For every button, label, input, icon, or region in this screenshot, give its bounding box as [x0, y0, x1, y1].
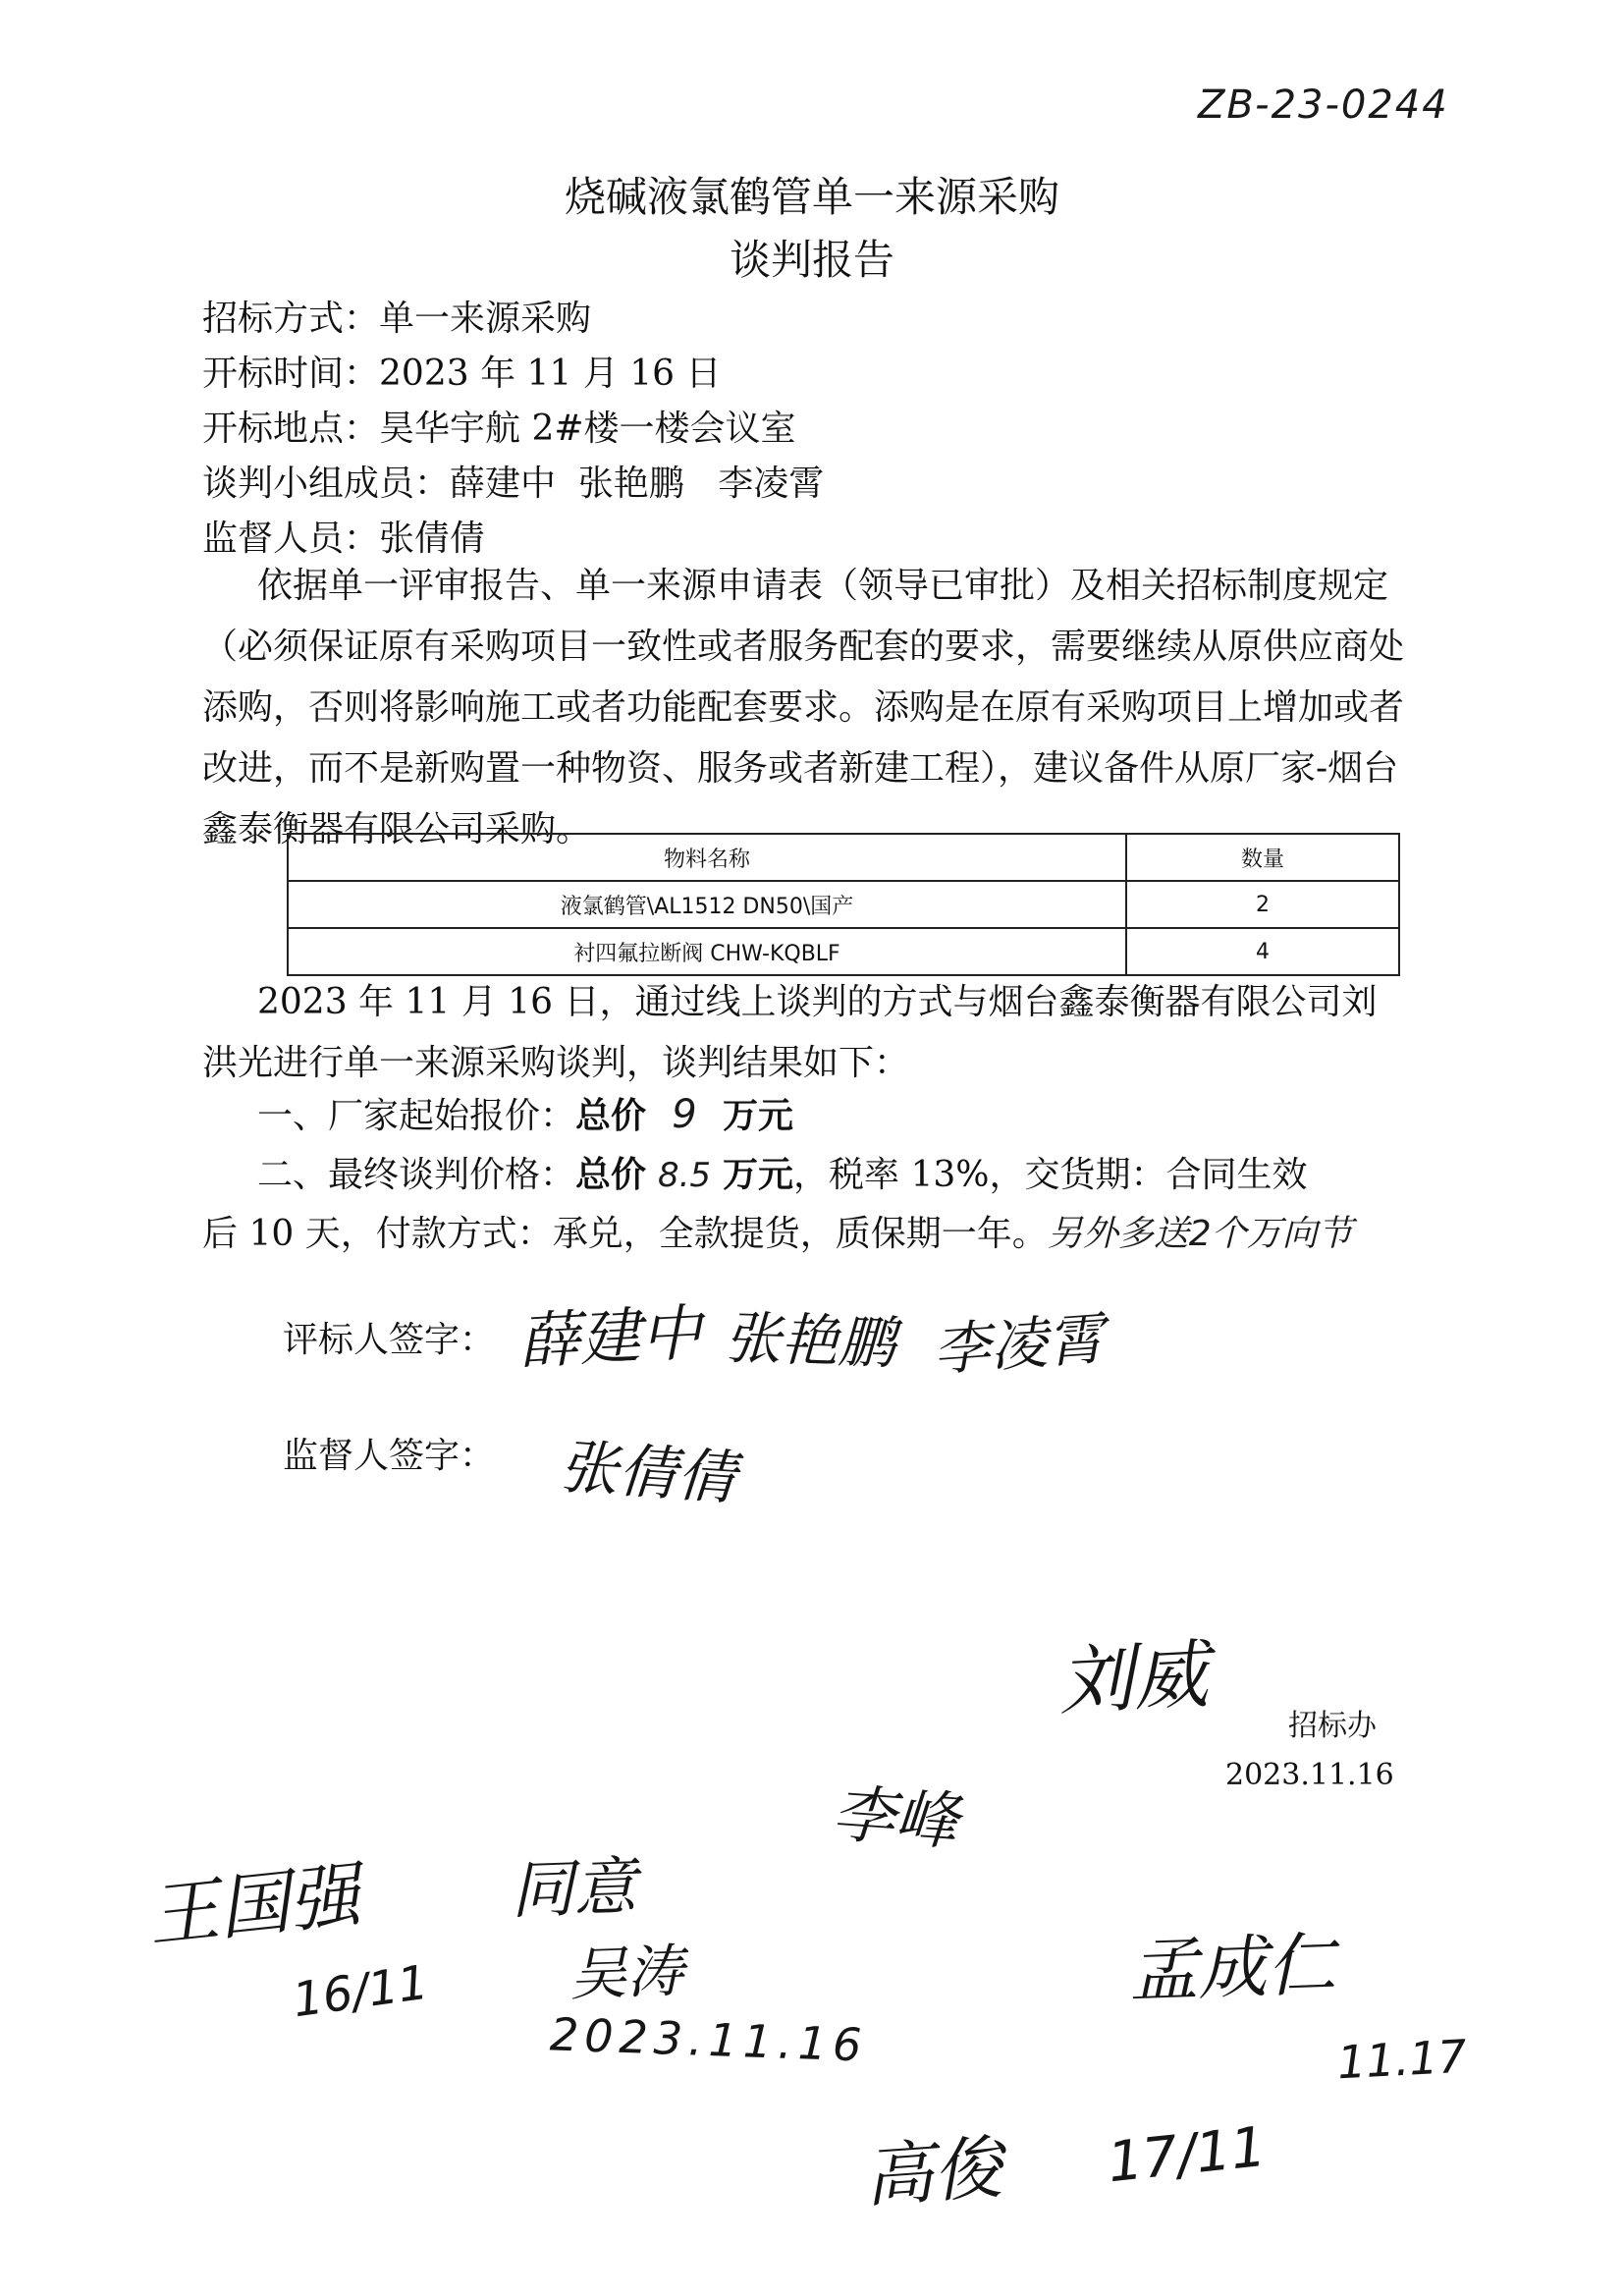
approval-date-b: 2023.11.16 [549, 2007, 869, 2072]
approval-signature-c: 李峰 [830, 1777, 961, 1860]
cell-material-name: 衬四氟拉断阀 CHW-KQBLF [288, 928, 1126, 975]
time-label: 开标时间： [202, 354, 380, 394]
supervisor-value: 张倩倩 [379, 519, 486, 559]
info-time [202, 346, 721, 396]
evaluator-signature-1: 薛建中 [516, 1296, 704, 1378]
cell-quantity: 4 [1126, 928, 1399, 975]
team-label: 谈判小组成员： [202, 464, 451, 504]
result-final-terms [202, 1206, 1353, 1256]
result1-amount: 9 [672, 1092, 697, 1137]
supervisor-signature: 张倩倩 [557, 1432, 738, 1514]
handwritten-note: 另外多送2个万向节 [1047, 1214, 1353, 1254]
evaluator-signature-2: 张艳鹏 [723, 1303, 896, 1378]
team-value: 薛建中 张艳鹏 李凌霄 [450, 464, 825, 504]
info-team [202, 456, 824, 506]
result2-unit: 万元 [723, 1154, 794, 1195]
supervisor-label: 监督人员： [202, 519, 380, 559]
result2-prefix: 二、最终谈判价格： [257, 1155, 576, 1195]
serial-number: ZB-23-0244 [1198, 82, 1449, 128]
result2-rest: ，税率 13%，交货期：合同生效 [793, 1155, 1308, 1195]
table-header-row [288, 834, 1399, 881]
info-place [202, 401, 796, 451]
header-material-name: 物料名称 [288, 834, 1126, 881]
approval-agree-text: 同意 [509, 1850, 638, 1929]
cell-quantity: 2 [1126, 881, 1399, 928]
evaluator-signature-3: 李凌霄 [931, 1305, 1107, 1384]
header-quantity: 数量 [1126, 834, 1399, 881]
info-supervisor [202, 511, 485, 561]
info-method [202, 291, 591, 341]
table-row [288, 928, 1399, 975]
result1-unit: 万元 [723, 1095, 794, 1136]
result2-total-label: 总价 [575, 1154, 647, 1195]
approval-signature-e: 高俊 [861, 2127, 1005, 2217]
materials-table [287, 833, 1400, 976]
negotiation-paragraph: 2023 年 11 月 16 日，通过线上谈判的方式与烟台鑫泰衡器有限公司刘洪光进行单一来源采购谈判，谈判结果如下： [202, 982, 1378, 1083]
result2-amount: 8.5 [657, 1156, 712, 1195]
result1-prefix: 一、厂家起始报价： [257, 1096, 576, 1136]
approval-date-e: 17/11 [1105, 2114, 1270, 2196]
result-initial-quote [257, 1088, 793, 1138]
place-value: 昊华宇航 2#楼一楼会议室 [379, 409, 796, 449]
cell-material-name: 液氯鹤管\AL1512 DN50\国产 [288, 881, 1126, 928]
basis-paragraph: 依据单一评审报告、单一来源申请表（领导已审批）及相关招标制度规定（必须保证原有采购项目一致性或者服务配套的要求，需要继续从原供应商处添购，否则将影响施工或者功能配套要求。添购是在原有采购项目上增加或者改进，而不是新购置一种物资、服务或者新建工程），建议备件从原厂家-烟台鑫泰衡器有限公司采购。 [202, 566, 1405, 849]
time-value: 2023 年 11 月 16 日 [379, 354, 722, 394]
result-final-price [257, 1147, 1308, 1197]
method-label: 招标方式： [202, 299, 380, 339]
office-signature: 刘威 [1056, 1630, 1211, 1725]
result1-total-label: 总价 [575, 1095, 647, 1136]
place-label: 开标地点： [202, 409, 380, 449]
table-row [288, 881, 1399, 928]
supervisor-sign-label: 监督人签字： [283, 1436, 496, 1476]
approval-signature-d: 孟成仁 [1127, 1924, 1337, 2012]
document-title: 烧碱液氯鹤管单一来源采购 [564, 173, 1059, 221]
document-subtitle: 谈判报告 [729, 236, 894, 284]
office-name: 招标办 [1288, 1709, 1377, 1743]
office-date: 2023.11.16 [1225, 1758, 1394, 1792]
result2-line2: 后 10 天，付款方式：承兑，全款提货，质保期一年。 [202, 1214, 1048, 1254]
approval-signature-b: 吴涛 [568, 1937, 685, 2009]
approval-signature-a: 王国强 [143, 1852, 364, 1958]
approval-date-d: 11.17 [1335, 2029, 1469, 2090]
approval-date-a: 16/11 [289, 1954, 432, 2029]
evaluator-sign-label: 评标人签字： [283, 1320, 496, 1360]
method-value: 单一来源采购 [379, 299, 592, 339]
